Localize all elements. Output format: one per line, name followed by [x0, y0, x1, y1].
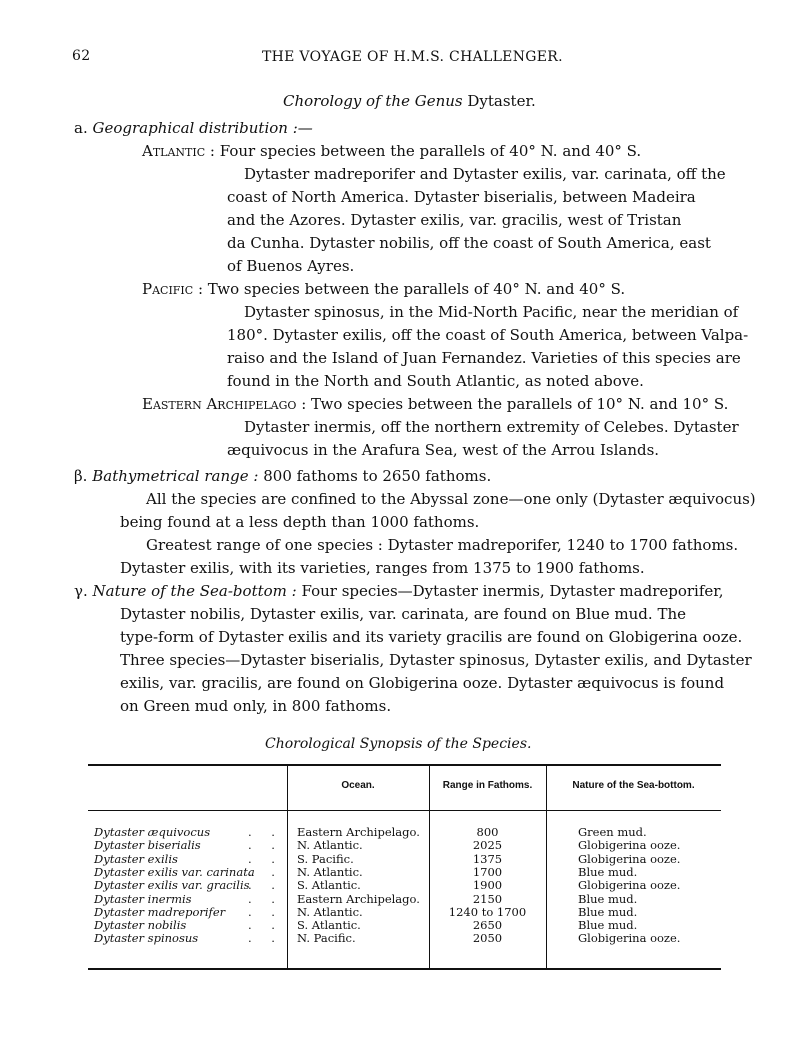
species-cell: Dytaster biserialis [94, 838, 201, 853]
eastern-summary [142, 393, 728, 416]
alpha-marker: a. [74, 119, 88, 137]
pacific-summary-text: Two species between the parallels of 40° N. and 40° S. [207, 280, 626, 298]
column-header-range: Range in Fathoms. [442, 780, 533, 791]
eastern-line: æquivocus in the Arafura Sea, west of the Arrou Islands. [227, 441, 660, 459]
pacific-label: Pacific : [142, 280, 204, 298]
pacific-line: Dytaster spinosus, in the Mid-North Pacific, near the meridian of [244, 303, 739, 321]
beta-line: Greatest range of one species : Dytaster madreporifer, 1240 to 1700 fathoms. [146, 536, 739, 554]
synopsis-title: Chorological Synopsis of the Species. [265, 736, 532, 752]
ocean-cell: N. Atlantic. [297, 904, 363, 919]
atlantic-label: Atlantic : [142, 142, 215, 160]
bottom-cell: Globigerina ooze. [578, 931, 681, 946]
gamma-line: Dytaster nobilis, Dytaster exilis, var. carinata, are found on Blue mud. The [120, 605, 686, 623]
atlantic-summary [142, 140, 641, 163]
atlantic-line: coast of North America. Dytaster biserialis, between Madeira [227, 188, 696, 206]
table-header-rule [88, 810, 721, 811]
species-cell: Dytaster exilis [94, 851, 178, 866]
bottom-cell: Blue mud. [578, 904, 638, 919]
leader-dots: . . [248, 864, 283, 879]
pacific-line: 180°. Dytaster exilis, off the coast of South America, between Valpa- [227, 326, 749, 344]
alpha-heading [74, 117, 313, 140]
species-cell: Dytaster nobilis [94, 918, 187, 933]
range-cell: 1240 to 1700 [448, 904, 527, 919]
pacific-line: raiso and the Island of Juan Fernandez. Varieties of this species are [227, 349, 741, 367]
range-cell: 2150 [472, 891, 503, 906]
ocean-cell: N. Pacific. [297, 931, 356, 946]
species-cell: Dytaster exilis var. gracilis [94, 878, 250, 893]
leader-dots: . . [248, 838, 283, 853]
gamma-line: on Green mud only, in 800 fathoms. [120, 697, 392, 715]
range-cell: 800 [476, 825, 499, 839]
bottom-cell: Blue mud. [578, 918, 638, 933]
species-cell: Dytaster spinosus [94, 931, 199, 946]
leader-dots: . . [248, 825, 283, 839]
bottom-cell: Green mud. [578, 825, 647, 839]
column-divider [287, 766, 288, 968]
leader-dots: . . [248, 918, 283, 933]
gamma-marker: γ. [74, 582, 88, 600]
range-cell: 1375 [472, 851, 503, 866]
leader-dots: . . [248, 891, 283, 906]
range-cell: 2025 [472, 838, 503, 853]
beta-heading [74, 465, 491, 488]
bottom-cell: Globigerina ooze. [578, 851, 681, 866]
ocean-cell: N. Atlantic. [297, 838, 363, 853]
beta-line: being found at a less depth than 1000 fathoms. [120, 513, 480, 531]
column-header-ocean: Ocean. [341, 780, 375, 791]
bottom-cell: Globigerina ooze. [578, 878, 681, 893]
bottom-cell: Globigerina ooze. [578, 838, 681, 853]
species-cell: Dytaster æquivocus [94, 825, 211, 839]
ocean-cell: S. Atlantic. [297, 878, 361, 893]
eastern-line: Dytaster inermis, off the northern extremity of Celebes. Dytaster [244, 418, 739, 436]
leader-dots: . . [248, 931, 283, 946]
page-number: 62 [72, 48, 91, 64]
gamma-line: Three species—Dytaster biserialis, Dytaster spinosus, Dytaster exilis, and Dytaster [120, 651, 752, 669]
running-title: THE VOYAGE OF H.M.S. CHALLENGER. [262, 49, 563, 65]
pacific-summary [142, 278, 625, 301]
atlantic-line: of Buenos Ayres. [227, 257, 355, 275]
eastern-summary-text: Two species between the parallels of 10° N. and 10° S. [311, 395, 729, 413]
beta-range: 800 fathoms to 2650 fathoms. [263, 467, 492, 485]
synopsis-table [88, 764, 721, 970]
gamma-heading-text: Nature of the Sea-bottom : [92, 582, 297, 600]
atlantic-line: da Cunha. Dytaster nobilis, off the coast of South America, east [227, 234, 711, 252]
atlantic-line: and the Azores. Dytaster exilis, var. gracilis, west of Tristan [227, 211, 682, 229]
range-cell: 2050 [472, 931, 503, 946]
ocean-cell: S. Pacific. [297, 851, 354, 866]
alpha-heading-text: Geographical distribution :— [92, 119, 313, 137]
section-title-italic: Chorology of the Genus [283, 92, 463, 110]
range-cell: 1700 [472, 864, 503, 879]
species-cell: Dytaster exilis var. carinata [94, 864, 255, 879]
column-header-bottom: Nature of the Sea-bottom. [572, 780, 695, 791]
leader-dots: . . [248, 851, 283, 866]
gamma-heading [74, 580, 724, 603]
range-cell: 2650 [472, 918, 503, 933]
gamma-line: exilis, var. gracilis, are found on Globigerina ooze. Dytaster æquivocus is found [120, 674, 725, 692]
gamma-line: Four species—Dytaster inermis, Dytaster madreporifer, [301, 582, 724, 600]
gamma-line: type-form of Dytaster exilis and its variety gracilis are found on Globigerina ooze. [120, 628, 743, 646]
section-title [283, 90, 536, 113]
column-divider [546, 766, 547, 968]
beta-line: Dytaster exilis, with its varieties, ranges from 1375 to 1900 fathoms. [120, 559, 645, 577]
atlantic-summary-text: Four species between the parallels of 40° N. and 40° S. [219, 142, 642, 160]
range-cell: 1900 [472, 878, 503, 893]
ocean-cell: S. Atlantic. [297, 918, 361, 933]
leader-dots: . . [248, 904, 283, 919]
section-title-genus: Dytaster. [467, 92, 536, 110]
ocean-cell: Eastern Archipelago. [297, 891, 420, 906]
bottom-cell: Blue mud. [578, 864, 638, 879]
eastern-label: Eastern Archipelago : [142, 395, 307, 413]
beta-line: All the species are confined to the Abyssal zone—one only (Dytaster æquivocus) [146, 490, 756, 508]
species-cell: Dytaster inermis [94, 891, 192, 906]
species-cell: Dytaster madreporifer [94, 904, 226, 919]
bottom-cell: Blue mud. [578, 891, 638, 906]
pacific-line: found in the North and South Atlantic, as noted above. [227, 372, 644, 390]
leader-dots: . . [248, 878, 283, 893]
beta-marker: β. [74, 467, 88, 485]
ocean-cell: N. Atlantic. [297, 864, 363, 879]
ocean-cell: Eastern Archipelago. [297, 825, 420, 839]
beta-heading-text: Bathymetrical range : [92, 467, 259, 485]
atlantic-line: Dytaster madreporifer and Dytaster exilis, var. carinata, off the [244, 165, 726, 183]
